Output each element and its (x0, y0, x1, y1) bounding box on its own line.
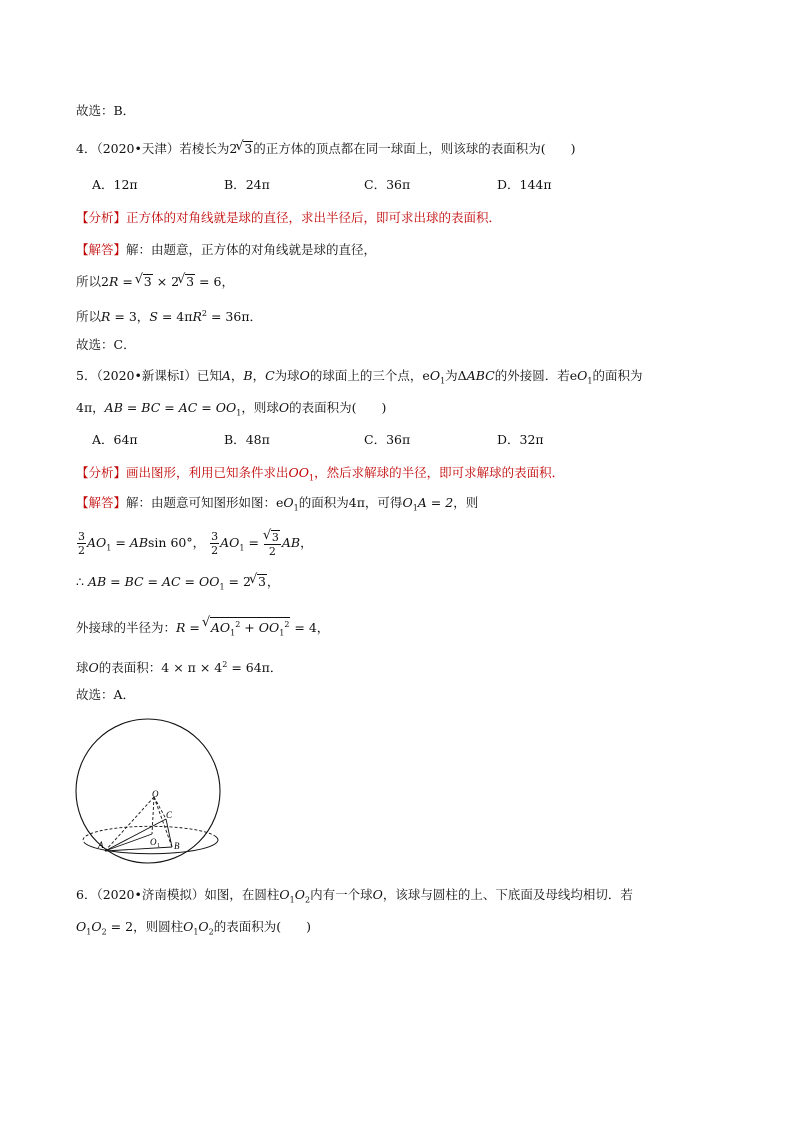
q5-option-a: A．64π (92, 432, 138, 447)
label-a: A (98, 840, 104, 850)
q5-fraction-line: $\frac{3}{2}$ $AO_1 = ABsin$ 60°， $\frac{3}{2}$ $AO_1$ = √ $\frac{3}{2}$ AB， (76, 528, 313, 564)
segment-oo1 (152, 797, 154, 834)
q5-option-d: D．32π (497, 432, 544, 447)
label-o1: O (150, 837, 157, 847)
q5-analysis: 【分析】画出图形，利用已知条件求出$OO_1$，然后求解球的半径，即可求解球的表面积． (76, 465, 565, 483)
segment-oa (105, 797, 154, 851)
label-b: B (174, 841, 180, 851)
q6-line1: 6．（2020•济南模拟）如图，在圆柱$O_1O_2$内有一个球O，该球与圆柱的上、下底面及母线均相切．若 (76, 887, 633, 905)
segment-oc (154, 797, 166, 819)
q4-line1: 所以2R = √ 3 × 2√ 3 = 6， (76, 273, 234, 291)
q5-answer: 故选：A． (76, 687, 136, 702)
q5-option-c: C．36π (364, 432, 411, 447)
q4-option-a: A．12π (92, 177, 138, 192)
q4-answer: 故选：C． (76, 337, 136, 352)
segment-cb (166, 819, 172, 847)
q4-line2: 所以R = 3，$S = 4\pi R^2 = 36\pi$． (76, 309, 263, 325)
q4-option-b: B．24π (224, 177, 270, 192)
q6-line2: $O_1O_2 = 2$，则圆柱$O_1O_2$的表面积为( ) (76, 919, 312, 937)
q4-option-c: C．36π (364, 177, 411, 192)
sphere-figure (74, 716, 224, 866)
q5-radius: 外接球的半径为：R = √ $AO_1^2 + OO_1^2 = 4$， (76, 617, 329, 640)
q5-surface: 球O的表面积：$4 \times \pi \times 4^2 = 64\pi$． (76, 660, 283, 676)
label-o1-sub: 1 (157, 843, 160, 849)
q4-analysis: 【分析】正方体的对角线就是球的直径，求出半径后，即可求出球的表面积． (76, 210, 502, 225)
q5-stem-line1: 5．（2020•新课标Ⅰ）已知A，B，C为球O的球面上的三个点，$eO_1$为ΔABC的外接圆．若$eO_1$的面积为 (76, 368, 643, 386)
q5-solution: 【解答】解：由题意可知图形如图：$eO_1$的面积为4π，可得$O_1A = 2$，则 (76, 495, 479, 513)
q5-stem-line2: 4π，AB = BC = AC = $OO_1$，则球O的表面积为( ) (76, 400, 387, 418)
q4-solution: 【解答】解：由题意，正方体的对角线就是球的直径， (76, 242, 377, 257)
q5-option-b: B．48π (224, 432, 270, 447)
label-c: C (166, 810, 173, 820)
label-o: O (152, 789, 159, 799)
q4-option-d: D．144π (497, 177, 552, 192)
q4-stem: 4．（2020•天津）若棱长为2√ 3的正方体的顶点都在同一球面上，则该球的表面积为( ) (76, 140, 576, 158)
q5-therefore: ∴ AB = BC = AC = $OO_1 = 2√$ 3， (76, 573, 279, 597)
q3-answer: 故选：B． (76, 103, 136, 118)
segment-ob (154, 797, 172, 847)
